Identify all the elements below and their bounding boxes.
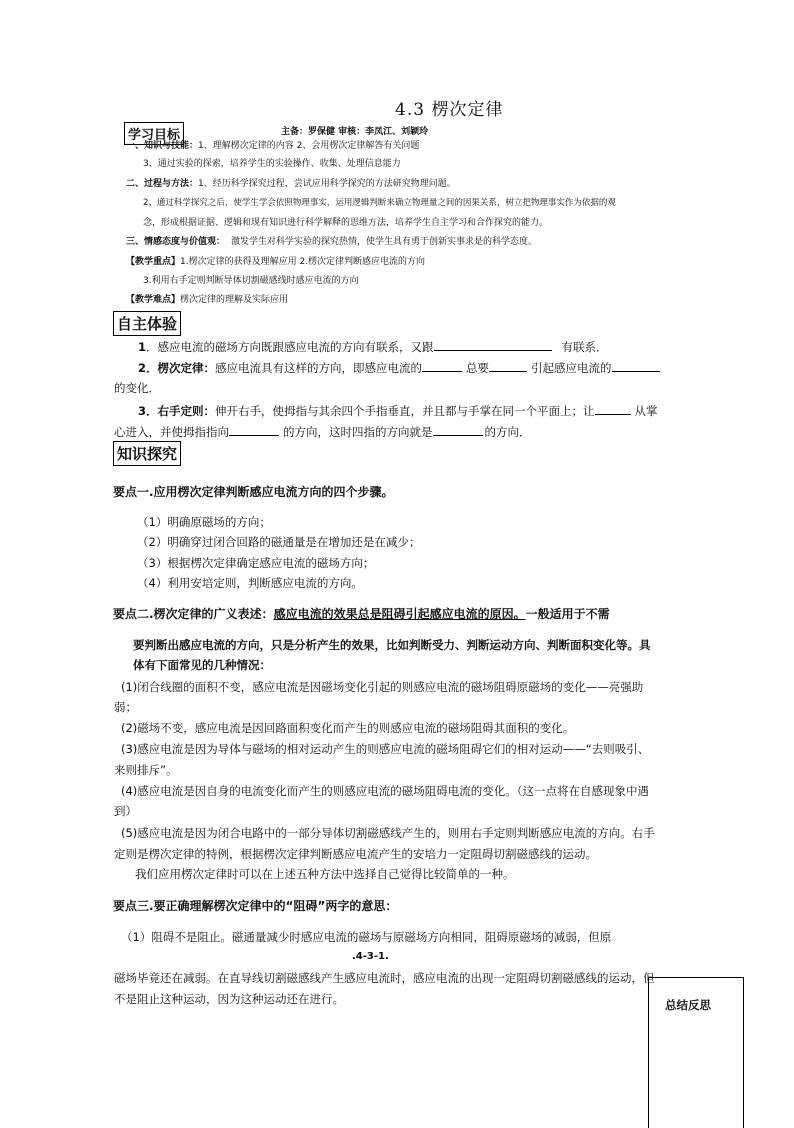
self-q1-blank[interactable] [434,338,552,351]
self-q3-num: 3．右手定则： [138,404,216,418]
point2-case-4: (4)感应电流是因自身的电流变化而产生的则感应电流的磁场阻碍电流的变化。（这一点将在自感现象中遇 [121,784,650,798]
goal-process-line3: 念，形成根据证据、逻辑和现有知识进行科学解释的思维方法，培养学生自主学习和合作探究的能力。 [143,218,549,228]
teaching-focus-line2: 3.利用右手定则判断导体切割磁感线时感应电流的方向 [143,276,359,286]
point2-case-4-tail: 到） [114,804,137,818]
reflection-title: 总结反思 [665,998,711,1012]
self-q3-blank3[interactable] [433,423,483,436]
teaching-focus [126,256,425,268]
authors: 主备：罗保健 审核：李凤江、刘颖玲 [281,127,429,137]
page-title: 4.3 楞次定律 [395,100,504,120]
teaching-focus-head: 【教学重点】 [126,257,181,267]
goal-process-line2: 2、通过科学探究之后，使学生学会依照物理事实，运用逻辑判断来确立物理量之间的因果关系，树立把物理事实作为依据的观 [143,198,616,208]
self-q2-text-a: 感应电流具有这样的方向，即感应电流的 [215,361,423,375]
point2-intro-2: 体有下面常见的几种情况： [133,658,271,672]
figure-ref: .4-3-1. [352,951,389,962]
goal-attitude [126,236,537,248]
section-goals-label: 学习目标 [124,122,184,145]
point1-heading: 要点一.应用楞次定律判断感应电流方向的四个步骤。 [113,485,394,499]
goal-process-head: 二、过程与方法： [126,179,199,189]
point2-intro-1: 要判断出感应电流的方向，只是分析产生的效果，比如判断受力、判断运动方向、判断面积变化等。具 [133,638,651,652]
self-q2-blank3[interactable] [612,359,660,372]
self-q3-text-c: 心进入，并使拇指指向 [114,425,229,439]
section-explore-label: 知识探究 [113,441,181,466]
point3-para-3: 不是阻止这种运动，因为这种运动还在进行。 [114,992,344,1006]
point2-case-1-tail: 弱； [114,700,137,714]
point3-heading: 要点三.要正确理解楞次定律中的“阻碍”两字的意思： [113,899,398,913]
goal-attitude-head: 三、情感态度与价值观： [126,237,226,247]
self-q3-line2 [114,423,531,440]
goal-process [126,178,456,190]
goal-knowledge-text: 1、理解楞次定律的内容 2、会用楞次定律解答有关问题 [198,141,420,151]
point1-step-1: （1）明确原磁场的方向； [137,515,271,529]
self-q1-text-b: 有联系． [561,340,608,354]
self-q3-text-a: 伸开右手，使拇指与其余四个手指垂直，并且都与手掌在同一个平面上；让 [215,404,595,418]
point1-step-4: （4）利用安培定则，判断感应电流的方向。 [137,576,363,590]
point2-heading-b: 感应电流的效果总是阻碍引起感应电流的原因。 [273,607,526,621]
point2-heading [113,606,610,622]
teaching-difficulty [126,294,288,306]
self-q2-text-b: 总要 [466,361,490,375]
self-q3-blank1[interactable] [595,402,631,415]
goal-knowledge [126,140,419,152]
point3-para-2: 磁场毕竟还在减弱。在直导线切割磁感线产生感应电流时，感应电流的出现一定阻碍切割磁感线的运动，但 [114,971,655,985]
point2-conclusion: 我们应用楞次定律时可以在上述五种方法中选择自己觉得比较简单的一种。 [135,867,515,881]
self-q3-text-e: 的方向． [484,425,531,439]
self-q2-num: 2．楞次定律： [138,361,216,375]
self-q1: 1．感应电流的磁场方向既跟感应电流的方向有联系，又跟 有联系． [138,340,608,354]
point2-case-1: (1)闭合线圈的面积不变，感应电流是因磁场变化引起的则感应电流的磁场阻碍原磁场的变化——亮强助 [121,680,644,694]
teaching-focus-text: 1.楞次定律的获得及理解应用 2.楞次定律判断感应电流的方向 [180,257,426,267]
teaching-difficulty-text: 楞次定律的理解及实际应用 [180,295,289,305]
goal-attitude-text: 激发学生对科学实验的探究热情，使学生具有勇于创新实事求是的科学态度。 [231,237,538,247]
self-q2-blank2[interactable] [489,359,527,372]
point1-step-2: （2）明确穿过闭合回路的磁通量是在增加还是在减少； [137,535,421,549]
self-q2 [138,359,660,376]
self-q2-blank1[interactable] [422,359,462,372]
goal-knowledge-head: 一、知识与技能： [126,141,199,151]
goal-knowledge-line2: 3、通过实验的探索，培养学生的实验操作、收集、处理信息能力 [143,159,401,169]
self-q3 [138,402,658,419]
point2-case-3: (3)感应电流是因为导体与磁场的相对运动产生的则感应电流的磁场阻碍它们的相对运动——“去则吸引、 [121,742,650,756]
point3-para-1: （1）阻碍不是阻止。磁通量减少时感应电流的磁场与原磁场方向相同，阻碍原磁场的减弱，但原 [121,930,612,944]
point1-step-3: （3）根据楞次定律确定感应电流的磁场方向； [137,556,375,570]
point2-case-2: (2)磁场不变，感应电流是因回路面积变化而产生的则感应电流的磁场阻碍其面积的变化。 [121,721,575,735]
self-q1-text-a: ．感应电流的磁场方向既跟感应电流的方向有联系，又跟 [146,340,434,354]
self-q2-tail: 的变化． [114,381,160,395]
section-self-label: 自主体验 [113,311,181,336]
point2-case-3-tail: 来则排斥”。 [114,763,178,777]
point2-case-5-tail: 定则是楞次定律的特例，根据楞次定律判断感应电流产生的安培力一定阻碍切割磁感线的运动。 [114,847,597,861]
self-q2-text-c: 引起感应电流的 [531,361,612,375]
point2-case-5: (5)感应电流是因为闭合电路中的一部分导体切割磁感线产生的，则用右手定则判断感应电流的方向。右手 [121,826,655,840]
self-q3-text-b: 从掌 [634,404,658,418]
teaching-difficulty-head: 【教学难点】 [126,295,181,305]
point2-heading-c: 一般适用于不需 [525,607,610,621]
self-q3-blank2[interactable] [229,423,279,436]
point2-heading-a: 要点二.楞次定律的广义表述： [113,607,274,621]
self-q3-text-d: 的方向，这时四指的方向就是 [283,425,433,439]
goal-process-text: 1、经历科学探究过程，尝试应用科学探究的方法研究物理问题。 [198,179,456,189]
